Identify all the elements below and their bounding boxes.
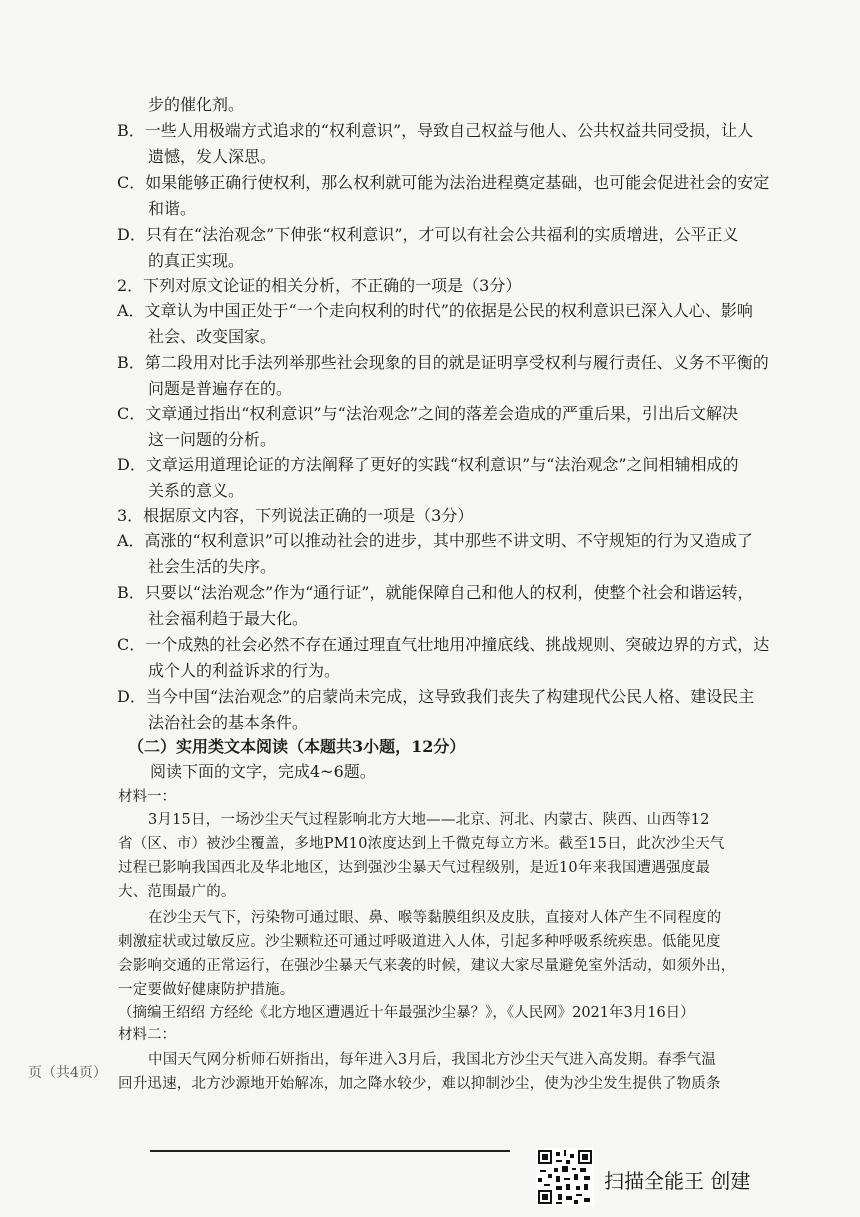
text-line: 材料二： [118,1027,176,1043]
text-line: C．文章通过指出“权利意识”与“法治观念”之间的落差会造成的严重后果，引出后文解决 [117,404,738,423]
text-line: （二）实用类文本阅读（本题共3小题，12分） [128,737,466,756]
text-line: 2．下列对原文论证的相关分析，不正确的一项是（3分） [117,276,522,295]
text-line: 大、范围最广的。 [118,884,236,900]
text-line: 社会福利趋于最大化。 [148,609,309,628]
text-line: 成个人的利益诉求的行为。 [148,661,341,680]
text-line: D．文章运用道理论证的方法阐释了更好的实践“权利意识”与“法治观念”之间相辅相成的 [117,455,739,474]
text-line: B．第二段用对比手法列举那些社会现象的目的就是证明享受权利与履行责任、义务不平衡的 [117,353,769,372]
divider-rule [150,1150,510,1152]
text-line: A．文章认为中国正处于“一个走向权利的时代”的依据是公民的权利意识已深入人心、影响 [117,301,753,320]
text-line: D．当今中国“法治观念”的启蒙尚未完成，这导致我们丧失了构建现代公民人格、建设民主 [117,687,755,706]
text-line: 法治社会的基本条件。 [148,713,309,732]
text-line: B．只要以“法治观念”作为“通行证”，就能保障自己和他人的权利，使整个社会和谐运转， [117,583,754,602]
page-footer: 页（共4页） [28,1065,107,1081]
text-line: 问题是普遍存在的。 [148,379,293,398]
text-line: D．只有在“法治观念”下伸张“权利意识”，才可以有社会公共福利的实质增进，公平正义 [117,225,739,244]
text-line: 省（区、市）被沙尘覆盖，多地PM10浓度达到上千微克每立方米。截至15日，此次沙尘天气 [118,836,725,852]
text-line: C．一个成熟的社会必然不存在通过理直气壮地用冲撞底线、挑战规则、突破边界的方式，达 [117,635,770,654]
text-line: 材料一： [118,789,176,805]
text-line: 刺激症状或过敏反应。沙尘颗粒还可通过呼吸道进入人体，引起多种呼吸系统疾患。低能见度 [118,934,721,950]
text-line: B．一些人用极端方式追求的“权利意识”，导致自己权益与他人、公共权益共同受损，让人 [117,121,754,140]
scanner-watermark: 扫描全能王 创建 [604,1169,751,1193]
text-line: 过程已影响我国西北及华北地区，达到强沙尘暴天气过程级别，是近10年来我国遭遇强度最 [118,860,711,876]
text-line: 会影响交通的正常运行，在强沙尘暴天气来袭的时候，建议大家尽量避免室外活动，如须外出， [118,958,736,974]
text-line: 一定要做好健康防护措施。 [118,982,295,998]
text-line: 遗憾，发人深思。 [148,147,277,166]
text-line: A．高涨的“权利意识”可以推动社会的进步，其中那些不讲文明、不守规矩的行为又造成了 [117,531,753,550]
text-line: 社会、改变国家。 [148,327,277,346]
text-line: 步的催化剂。 [148,95,245,114]
text-line: 回升迅速，北方沙源地开始解冻，加之降水较少，难以抑制沙尘，使为沙尘发生提供了物质条 [118,1076,721,1092]
text-line: 3．根据原文内容，下列说法正确的一项是（3分） [117,506,474,525]
text-line: 社会生活的失序。 [148,557,277,576]
text-line: 和谐。 [148,199,197,218]
text-line: 的真正实现。 [148,251,245,270]
text-line: 关系的意义。 [148,481,245,500]
text-line: 中国天气网分析师石妍指出，每年进入3月后，我国北方沙尘天气进入高发期。春季气温 [148,1052,717,1068]
text-line: 在沙尘天气下，污染物可通过眼、鼻、喉等黏膜组织及皮肤，直接对人体产生不同程度的 [148,910,722,926]
text-line: 3月15日，一场沙尘天气过程影响北方大地——北京、河北、内蒙古、陕西、山西等12 [148,812,710,828]
text-line: 阅读下面的文字，完成4~6题。 [150,762,376,781]
qr-code-icon [536,1148,594,1206]
text-line: 这一问题的分析。 [148,430,277,449]
text-line: （摘编王绍绍 方经纶《北方地区遭遇近十年最强沙尘暴？》，《人民网》2021年3月16日） [118,1005,695,1021]
text-line: C．如果能够正确行使权利，那么权利就可能为法治进程奠定基础，也可能会促进社会的安定 [117,173,770,192]
